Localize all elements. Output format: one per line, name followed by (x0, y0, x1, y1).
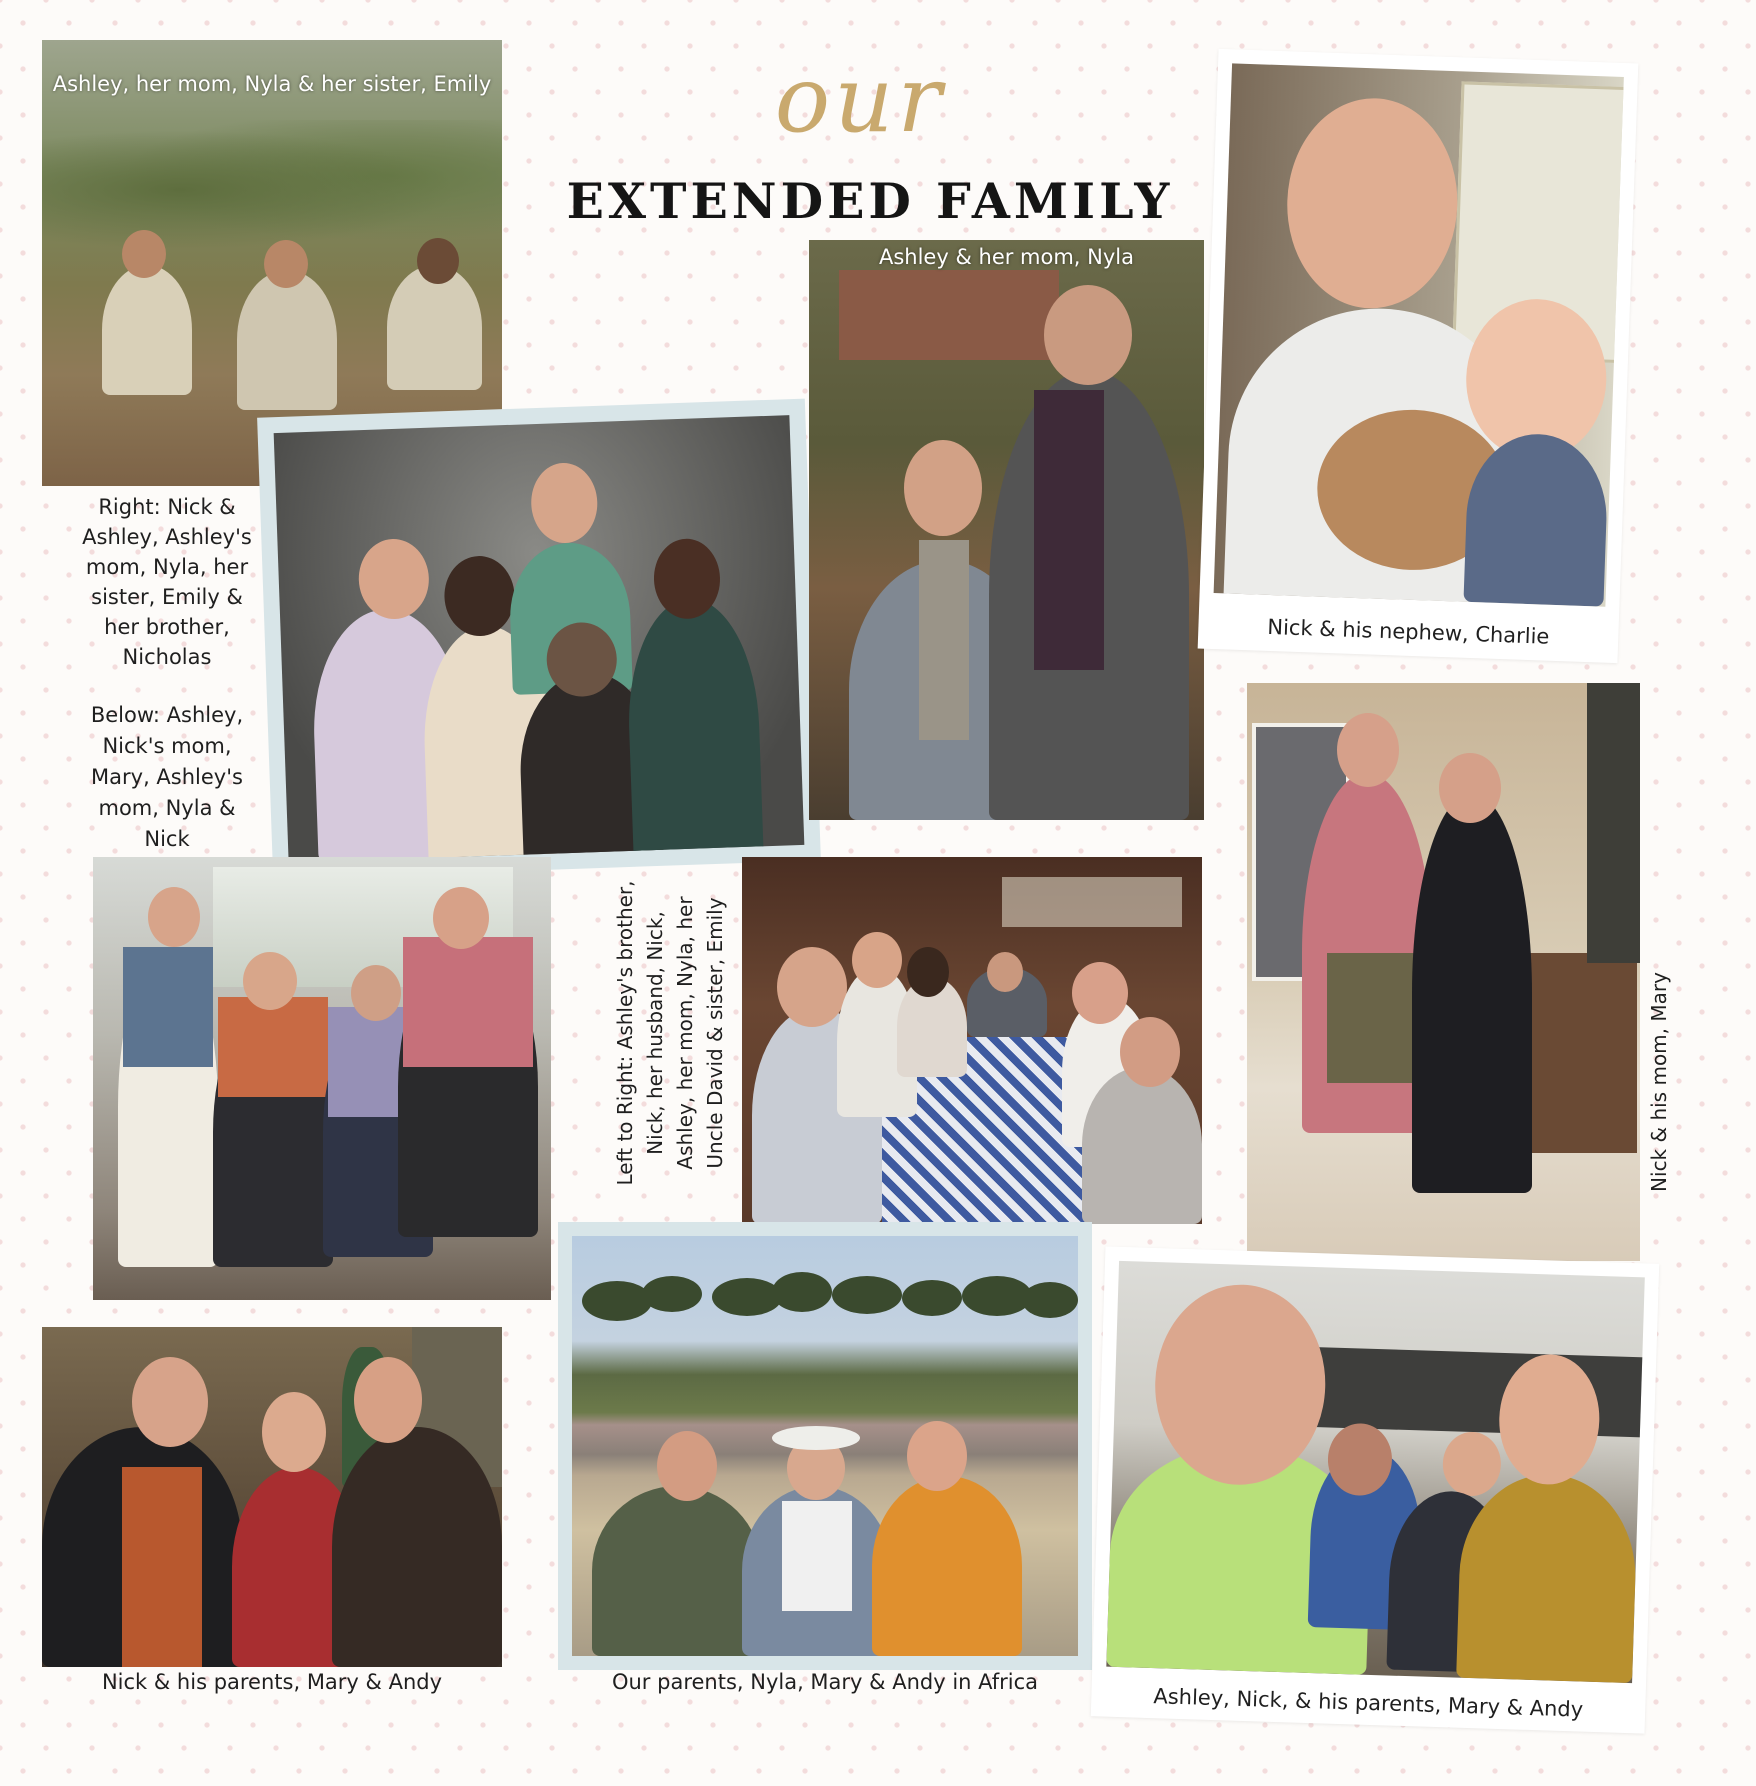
script-word: our (774, 46, 946, 153)
cafe-bench-photo (93, 857, 551, 1300)
parents-christmas-photo (42, 1327, 502, 1667)
right-note-line: Right: Nick & (98, 495, 236, 519)
page-title: EXTENDED FAMILY (566, 172, 1174, 230)
family-portrait-photo (257, 399, 821, 880)
below-note-line: Mary, Ashley's (91, 765, 243, 789)
restaurant-note-line: Nick, her husband, Nick, (643, 911, 667, 1155)
right-note-line: her brother, (104, 615, 230, 639)
below-note-line: Nick's mom, (102, 734, 232, 758)
restaurant-note-line: Uncle David & sister, Emily (703, 897, 727, 1169)
mom-mary-photo (1247, 683, 1640, 1261)
right-note-line: sister, Emily & (91, 585, 243, 609)
rain-selfie-caption: Ashley, Nick, & his parents, Mary & Andy (1153, 1684, 1584, 1722)
script-heading (730, 40, 990, 160)
nephew-caption: Nick & his nephew, Charlie (1266, 614, 1550, 649)
africa-photo (558, 1222, 1092, 1670)
restaurant-note (610, 863, 740, 1203)
nephew-photo (1198, 49, 1639, 663)
africa-caption: Our parents, Nyla, Mary & Andy in Africa (611, 1670, 1039, 1694)
restaurant-note-line: Left to Right: Ashley's brother, (613, 880, 637, 1186)
parents-christmas-caption: Nick & his parents, Mary & Andy (101, 1670, 443, 1694)
below-note (62, 700, 272, 855)
below-note-line: mom, Nyla & (98, 796, 236, 820)
right-note-line: Nicholas (122, 645, 212, 669)
garden-photo (809, 240, 1204, 820)
right-note-line: mom, Nyla, her (85, 555, 249, 579)
below-note-line: Nick (144, 827, 190, 851)
rain-selfie-photo (1091, 1246, 1659, 1733)
mom-mary-caption: Nick & his mom, Mary (1647, 972, 1671, 1192)
restaurant-note-line: Ashley, her mom, Nyla, her (673, 896, 697, 1170)
garden-caption: Ashley & her mom, Nyla (878, 245, 1134, 269)
right-note-line: Ashley, Ashley's (82, 525, 252, 549)
below-note-line: Below: Ashley, (90, 703, 244, 727)
restaurant-photo (742, 857, 1202, 1224)
yoga-caption: Ashley, her mom, Nyla & her sister, Emily (52, 72, 492, 96)
right-note (62, 492, 272, 672)
